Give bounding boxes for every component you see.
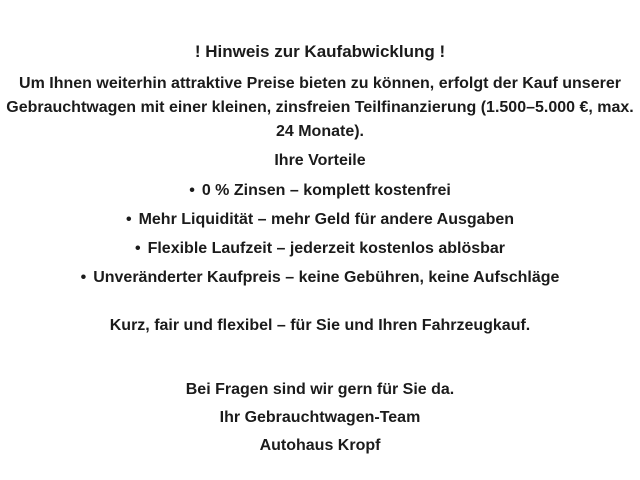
benefit-item-laufzeit [4,234,636,263]
bullet-icon: • [80,269,87,286]
benefit-item-label: Flexible Laufzeit – jederzeit kostenlos ablösbar [147,240,506,257]
notice-intro-paragraph: Um Ihnen weiterhin attraktive Preise bieten zu können, erfolgt der Kauf unserer Gebrauchtwagen mit einer kleinen, zinsfreien Teilfinanzierung (1.500–5.000 €, max. 24 Monate). [6,75,634,140]
benefit-item-zinsen [4,176,636,205]
benefit-item-label: Unveränderter Kaufpreis – keine Gebühren, keine Aufschläge [93,269,560,286]
benefit-item-kaufpreis [4,263,636,292]
closing-dealership-name: Autohaus Kropf [259,437,381,454]
benefit-item-liquiditaet [4,205,636,234]
benefits-list [4,176,636,292]
closing-team-line: Ihr Gebrauchtwagen-Team [219,409,421,426]
benefit-item-label: Mehr Liquidität – mehr Geld für andere Ausgaben [138,211,515,228]
benefits-heading: Ihre Vorteile [274,152,366,169]
bullet-icon: • [125,211,132,228]
closing-block [4,376,636,460]
benefit-item-label: 0 % Zinsen – komplett kostenfrei [201,182,451,199]
bullet-icon: • [134,240,141,257]
bullet-icon: • [189,182,195,199]
summary-line: Kurz, fair und flexibel – für Sie und Ihren Fahrzeugkauf. [109,317,531,334]
notice-title: ! Hinweis zur Kaufabwicklung ! [194,42,446,61]
closing-contact-line: Bei Fragen sind wir gern für Sie da. [185,381,455,398]
